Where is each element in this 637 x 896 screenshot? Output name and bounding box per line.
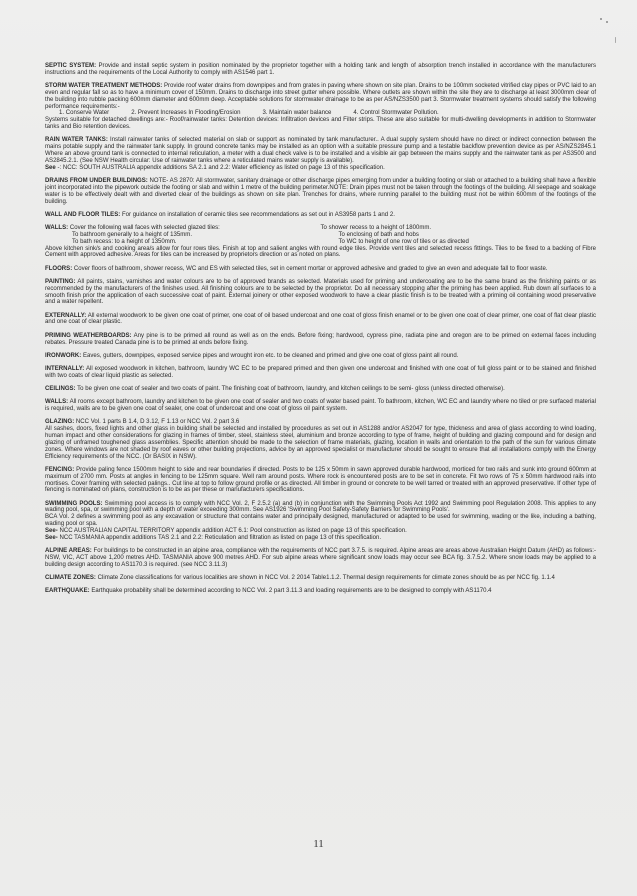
section-ceilings xyxy=(45,386,596,393)
section-floors xyxy=(45,266,596,273)
section-text: All exposed woodwork in kitchen, bathroom, laundry WC EC to be prepared primed and then given one undercoat and finished with one coat of full gloss paint or to be stained and finished with two coats of clear liquid plastic as selected. xyxy=(45,365,596,379)
section-text: Provide paling fence 1500mm height to side and rear boundaries if directed. Posts to be 125 x 50mm in sawn approved durable hardwood, morticed for two rails and sunk into ground 600mm at maximum of 2700 mm. Posts at angles in fencing to be 125mm square. Well ram around posts. Where rock is encountered posts are to be set in concrete. Fit two rows of 75 x 50mm hardwood rails into mortises. Cover framing with selected palings.. Cut line at top to follow ground profile or as directed. All timber in ground or concrete to be well tarred or treated with an approved preservative. If other type of fencing is nominated on plans, construction is to be as per these or manufacturers specifications. xyxy=(45,466,596,494)
see-reference: NCC TASMANIA appendix additions TAS 2.1 and 2.2: Reticulation and filtration as listed on page 13 of this specification. xyxy=(59,534,382,541)
section-internally xyxy=(45,366,596,380)
section-walls-tiles xyxy=(45,225,596,259)
tile-height-item: To shower recess to a height of 1800mm. xyxy=(320,224,432,231)
section-text: For buildings to be constructed in an alpine area, compliance with the requirements of NCC part 3.7.5. is required. Alpine areas are areas above Australian Height Datum (AHD) as follows:- NSW, VIC, ACT above 1,200 metres AHD. TASMANIA above 900 metres AHD. For sub alpine areas where significant snow loads may occur see BCA fig. 3.7.5.2. Where snow loads may be applied to a building design according to AS1170.3 is required. (see NCC 3.11.3) xyxy=(45,548,596,568)
section-climate-zones xyxy=(45,575,596,582)
performance-requirements-list xyxy=(45,110,596,117)
section-rain-water-tanks xyxy=(45,137,596,171)
section-heading: WALL AND FLOOR TILES: xyxy=(45,211,121,218)
section-text: Eaves, gutters, downpipes, exposed service pipes and wrought iron etc. to be cleaned and primed and give one coat of gloss paint all round. xyxy=(82,352,459,359)
section-text: Earthquake probability shall be determined according to NCC Vol. 2 part 3.11.3 and loading requirements are to be designed to comply with AS1170.4 xyxy=(91,588,492,595)
section-heading: EARTHQUAKE: xyxy=(45,588,90,595)
list-item: 4. Control Stormwater Pollution. xyxy=(353,110,439,117)
scan-speck xyxy=(615,37,616,43)
section-text: All paints, stains, varnishes and water colours are to be of approved brands as selected. Materials used for priming and undercoating are to be the same brand as the finishing paints or as recommended by the manufacturers of the finishes used. All finishing colours are to be selected by the proprietor. Do all necessary stopping after the priming has been applied. Rub down all surfaces to a smooth finish prior the application of each successive coat of paint. External joinery or other exposed woodwork to have a clear plastic finish is to be treated with a priming oil containing wood preservative and a water repellent. xyxy=(45,278,596,306)
glazing-references: NCC Vol. 1 parts B 1.4, D 3.12, F 1.13 or NCC Vol. 2 part 3.6 xyxy=(75,419,240,426)
section-heading: SEPTIC SYSTEM: xyxy=(45,63,97,69)
section-glazing xyxy=(45,419,596,460)
section-heading: CLIMATE ZONES: xyxy=(45,574,96,581)
section-text: NOTE- AS 2870: All stormwater, sanitary drainage or other discharge pipes emerging from under a building footing or slab or attached to a building shall have a flexible joint incorporated into the pipework outside the footing or slab and within 1 metre of the building perimeter.NOTE: Drain pipes must not be taken through the footings of the building. All seepage and soakage water is to be effectively dealt with and diverted clear of the buildings as shown on site plan. Trenches for drains, where running parallel to the building must not be within 600mm of the footings of the building. xyxy=(45,177,596,205)
document-body xyxy=(45,63,596,601)
tile-height-item: To bathroom generally to a height of 135mm. xyxy=(72,231,192,238)
scan-speck xyxy=(600,18,602,20)
see-label: See- xyxy=(45,534,58,541)
section-text: Provide roof water drains from downpipes and from grates in paving where shown on site plan. Drains to be 100mm socketed vitrified clay pipes or PVC laid to an even and regular fall so as to have a minimum cover of 150mm. Drains to discharge into street gutter where possible. Where outlets are shown within the site they are to discharge at least 3000mm clear of the building into rubble packing 600mm diameter and 600mm deep. Acceptable solutions for stormwater drainage to be as per AS/NZS3500 part 3. Stormwater treatment systems should satisfy the following performance requirements:- xyxy=(45,83,596,110)
section-text: Swimming pool access is to comply with NCC Vol. 2, F 2.5.2 (a) and (b) in conjunction with the Swimming Pools Act 1992 and Swimming pool Regulation 2008. This applies to any wading pool, spa, or swimming pool with a depth of water exceeding 300mm. See AS1926 'Swimming Pool Safety-Safety Barriers for Swimming Pools'. xyxy=(45,500,597,514)
tile-height-item: To bath recess: to a height of 1350mm. xyxy=(72,238,177,245)
section-text: Cover the following wall faces with selected glazed tiles: xyxy=(69,224,220,231)
section-text: Install rainwater tanks of selected material on slab or support as nominated by tank manufacturer.. A dual supply system should have no direct or indirect connection between the mains potable supply and the rainwater tank supply. In ground concrete tanks may be installed as an option with a suitable pressure pump and a testable backflow prevention device as per AS/NZS2845.1 Where an above ground tank is connected to internal reticulation, a meter with a dual check valve is to be installed and a visible air gap between the mains supply and the rainwater tank as per AS3500 and AS2845.2.1. (See NSW Health circular: Use of rainwater tanks where a reticulated mains water supply is available). xyxy=(45,137,596,164)
section-text: Cover floors of bathroom, shower recess, WC and ES with selected tiles, set in cement mortar or approved adhesive and graded to give an even and adequate fall to floor waste. xyxy=(73,265,548,272)
section-text: Provide and install septic system in position nominated by the proprietor together with a holding tank and length of absorption trench installed in accordance with the manufacturers instructions and the requirements of the Local Authority to comply with AS1546 part 1. xyxy=(45,63,596,76)
section-heading: FLOORS: xyxy=(45,265,73,272)
section-priming-weatherboards xyxy=(45,333,596,347)
tile-height-item: To enclosing of bath and hobs xyxy=(338,231,419,238)
section-heading: PRIMING WEATHERBOARDS: xyxy=(45,332,132,339)
section-heading: IRONWORK: xyxy=(45,352,82,359)
section-heading: SWIMMING POOLS: xyxy=(45,500,103,507)
section-text: All rooms except bathroom, laundry and kitchen to be given one coat of sealer and two coats of water based paint. To bathroom, kitchen, WC EC and laundry where no tiled or pre surfaced material is required, walls are to be given one coat of sealer, one coat of undercoat and one coat of gloss oil paint system. xyxy=(45,399,596,413)
list-item: 2. Prevent Increases In Flooding/Erosion xyxy=(131,110,241,117)
section-heading: CEILINGS: xyxy=(45,386,76,393)
section-heading: FENCING: xyxy=(45,466,75,473)
section-heading: GLAZING: xyxy=(45,419,75,426)
section-painting xyxy=(45,279,596,306)
list-item: 3. Maintain water balance xyxy=(262,110,332,117)
section-earthquake xyxy=(45,588,596,595)
section-heading: EXTERNALLY: xyxy=(45,312,87,319)
scan-speck xyxy=(606,21,608,23)
section-text: Above kitchen sink/s and cooking area/s allow for four rows tiles. Finish at top and salient angles with round edge tiles. Provide vent tiles and selected recess fittings. Tiles to be fixed to a backing of Fibre Cement with approved adhesive. Areas for tiles can be increased by proprietors direction or as noted on plans. xyxy=(45,245,596,259)
section-heading: ALPINE AREAS: xyxy=(45,548,92,555)
section-heading: WALLS: xyxy=(45,224,69,231)
section-heading: WALLS: xyxy=(45,399,69,406)
section-text: All external woodwork to be given one coat of primer, one coat of oil based undercoat and one coat of gloss finish enamel or to be given one coat of clear primer, one coat of flat clear plastic and one coat of clear plastic. xyxy=(45,312,596,326)
section-text: To be given one coat of sealer and two coats of paint. The finishing coat of bathroom, laundry, and kitchen ceilings to be semi- gloss (unless directed otherwise). xyxy=(77,386,505,393)
section-heading: DRAINS FROM UNDER BUILDINGS: xyxy=(45,177,148,184)
section-heading: INTERNALLY: xyxy=(45,365,85,372)
section-swimming-pools xyxy=(45,501,596,542)
section-heading: RAIN WATER TANKS: xyxy=(45,137,108,144)
section-ironwork xyxy=(45,353,596,360)
section-wall-floor-tiles xyxy=(45,212,596,219)
section-fencing xyxy=(45,467,596,494)
tile-height-item: To WC to height of one row of tiles or as directed xyxy=(338,238,469,245)
page-number: 11 xyxy=(313,838,324,850)
see-label: See- xyxy=(45,527,58,534)
section-walls-paint xyxy=(45,399,596,413)
section-drains-under-buildings xyxy=(45,178,596,205)
section-heading: PAINTING: xyxy=(45,278,76,285)
section-storm-water xyxy=(45,83,596,131)
section-alpine-areas xyxy=(45,548,596,569)
see-reference: NCC AUSTRALIAN CAPITAL TERRITORY appendix addition ACT 6.1: Pool construction as listed on page 13 of this specification. xyxy=(59,527,407,534)
see-reference: -: NCC: SOUTH AUSTRALIA appendix additions SA 2.1 and 2.2: Water efficiency as listed on page 13 of this specification. xyxy=(57,164,385,171)
section-text: For guidance on installation of ceramic tiles see recommendations as set out in AS3958 parts 1 and 2. xyxy=(121,211,395,218)
section-text: BCA Vol. 2 defines a swimming pool as any excavation or structure that contains water and principally designed, manufactured or adapted to be used for swimming, wading or the like, including a bathing, wading pool or spa. xyxy=(45,514,596,528)
section-heading: STORM WATER TREATMENT METHODS: xyxy=(45,83,163,90)
section-text: Systems suitable for detached dwellings are:- Roof/rainwater tanks: Detention devices: Infiltration devices and Filter strips. These are also suitable for multi-dwelling developments in addition to Stormwater tanks and Bio retention devices. xyxy=(45,117,596,131)
see-label: See xyxy=(45,164,56,171)
section-text: All sashes, doors, fixed lights and other glass in building shall be selected and installed by procedures as set out in AS1288 and/or AS2047 for type, thickness and area of glass according to wind loading, human impact and other considerations for glazing in frames of timber, steel, stainless steel, aluminium and bronze according to type of frame, height of building and glazing compound and for design and glazing of unframed toughened glass assemblies. Specific attention should be made to the selection of frame materials, glazing, location in walls and orientation to the path of the sun for various climate zones. Where windows are not shaded by roof eaves or other building projections, advice by an approved specialist or manufacturer should be sought to ensure that all installations comply with the Energy Efficiency requirements of the NCC. (Or BASIX in NSW). xyxy=(45,426,596,460)
section-text: Any pine is to be primed all round as well as on the ends. Before fixing; hardwood, cypress pine, radiata pine and oregon are to be primed on external faces including rebates. Pressure treated Canada pine is to be primed at ends before fixing. xyxy=(45,332,596,346)
section-externally xyxy=(45,313,596,327)
section-septic-system xyxy=(45,63,596,77)
list-item: 1. Conserve Water xyxy=(59,110,110,117)
section-text: Climate Zone classifications for various localities are shown in NCC Vol. 2 2014 Table1.1.2. Thermal design requirements for climate zones should be as per NCC fig. 1.1.4 xyxy=(97,574,555,581)
